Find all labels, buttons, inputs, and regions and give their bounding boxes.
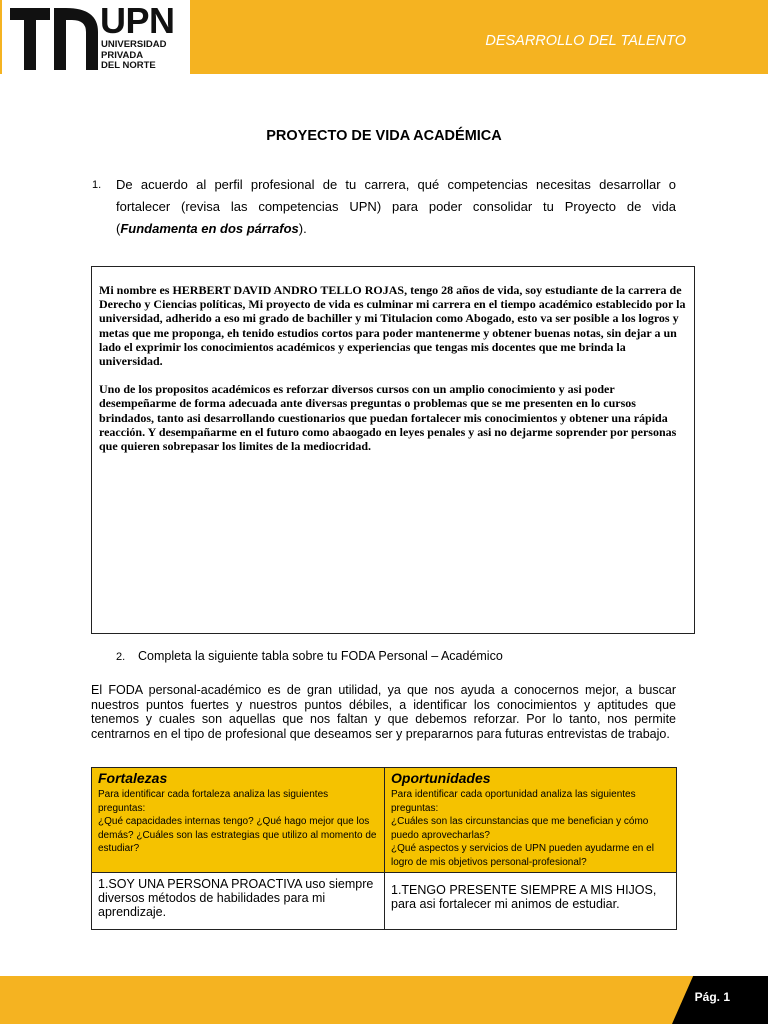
answer-prefix: Mi nombre es bbox=[99, 283, 173, 297]
document-title: PROYECTO DE VIDA ACADÉMICA bbox=[266, 128, 502, 144]
oportunidades-questions: ¿Cuáles son las circunstancias que me benefician y cómo puedo aprovecharlas? bbox=[391, 816, 649, 841]
answer-paragraph-2: Uno de los propositos académicos es reforzar diversos cursos con un amplio conocimiento y asi poder desempeñarme de forma adecuada ante diversas preguntas o problemas que se me presenten en lo cursos brindados, tanto asi desarrollando cuestionarios que puedan fortalecer mis conocimientos y obtener una rápida reacción. Y desempañarme en el futuro como abaogado en leyes penales y asi no dejarme soprender por personas que quieren sobrepasar los limites de la mediocridad. bbox=[99, 382, 677, 454]
question-text: De acuerdo al perfil profesional de tu carrera, qué competencias necesitas desarrollar o fortalecer (revisa las competencias UPN) para poder consolidar tu Proyecto de vida ( bbox=[116, 177, 676, 236]
fortalezas-desc: Para identificar cada fortaleza analiza las siguientes preguntas: bbox=[98, 789, 329, 814]
oportunidades-title: Oportunidades bbox=[391, 770, 491, 786]
oportunidades-questions-2: ¿Qué aspectos y servicios de UPN pueden ayudarme en el logro de mis objetivos personal-profesional? bbox=[391, 843, 654, 868]
logo-subtitle bbox=[101, 40, 166, 72]
question-emphasis: Fundamenta en dos párrafos bbox=[120, 221, 299, 236]
foda-table bbox=[91, 767, 677, 930]
table-row bbox=[92, 873, 677, 930]
question-1 bbox=[92, 174, 676, 240]
student-name: HERBERT DAVID ANDRO TELLO ROJAS bbox=[172, 283, 405, 297]
logo-sub-line: PRIVADA bbox=[101, 49, 144, 61]
logo-wordmark: UPN bbox=[100, 0, 175, 41]
question-number: 2. bbox=[116, 651, 126, 663]
oportunidades-header bbox=[385, 768, 677, 873]
footer-bar bbox=[0, 976, 768, 1024]
logo-sub-line: UNIVERSIDAD bbox=[101, 39, 167, 50]
upn-logo-mark-icon bbox=[10, 6, 98, 70]
answer-box[interactable] bbox=[91, 266, 695, 634]
question-number: 1. bbox=[92, 179, 102, 191]
upn-logo bbox=[2, 0, 190, 74]
page-number: Pág. 1 bbox=[694, 990, 730, 1004]
answer-paragraph-1 bbox=[99, 283, 689, 368]
header-title: DESARROLLO DEL TALENTO bbox=[485, 33, 686, 49]
fortalezas-header bbox=[92, 768, 385, 873]
fortalezas-questions: ¿Qué capacidades internas tengo? ¿Qué hago mejor que los demás? ¿Cuáles son las estrategias que utilizo al momento de estudiar? bbox=[98, 816, 377, 854]
question-2: Completa la siguiente tabla sobre tu FODA Personal – Académico bbox=[138, 649, 503, 663]
answer-text bbox=[99, 283, 689, 467]
logo-sub-line: DEL NORTE bbox=[101, 60, 156, 71]
fortalezas-entry[interactable]: 1.SOY UNA PERSONA PROACTIVA uso siempre diversos métodos de habilidades para mi aprendizaje. bbox=[92, 873, 385, 930]
oportunidades-desc: Para identificar cada oportunidad analiza las siguientes preguntas: bbox=[391, 789, 636, 814]
fortalezas-title: Fortalezas bbox=[98, 770, 168, 786]
table-row bbox=[92, 768, 677, 873]
foda-intro: El FODA personal-académico es de gran utilidad, ya que nos ayuda a conocernos mejor, a buscar nuestros puntos fuertes y nuestros puntos débiles, a identificar los conocimientos y aptitudes que tenemos y cuales son aquellas que nos faltan y que debemos reforzar. Por lo tanto, nos permite centrarnos en el tipo de profesional que deseamos ser y prepararnos para futuras entrevistas de trabajo. bbox=[91, 683, 676, 741]
question-tail: ). bbox=[298, 221, 307, 236]
oportunidades-entry[interactable]: 1.TENGO PRESENTE SIEMPRE A MIS HIJOS, para asi fortalecer mi animos de estudiar. bbox=[385, 873, 677, 930]
answer-body: , tengo 28 años de vida, soy estudiante de la carrera de Derecho y Ciencias políticas, Mi proyecto de vida es culminar mi carrera en el tiempo académico establecido por la universidad, adherido a eso mi grado de bachiller y mi Titulacion como Abogado, esto va ser posible a los logros y metas que me proponga, eh tenido estudios cortos para poder mantenerme y obtener buenas notas, sin dejar a un lado el exprimir los conocimientos académicos y experiencias que tengas mis docentes que me brinda la universidad. bbox=[99, 283, 686, 369]
